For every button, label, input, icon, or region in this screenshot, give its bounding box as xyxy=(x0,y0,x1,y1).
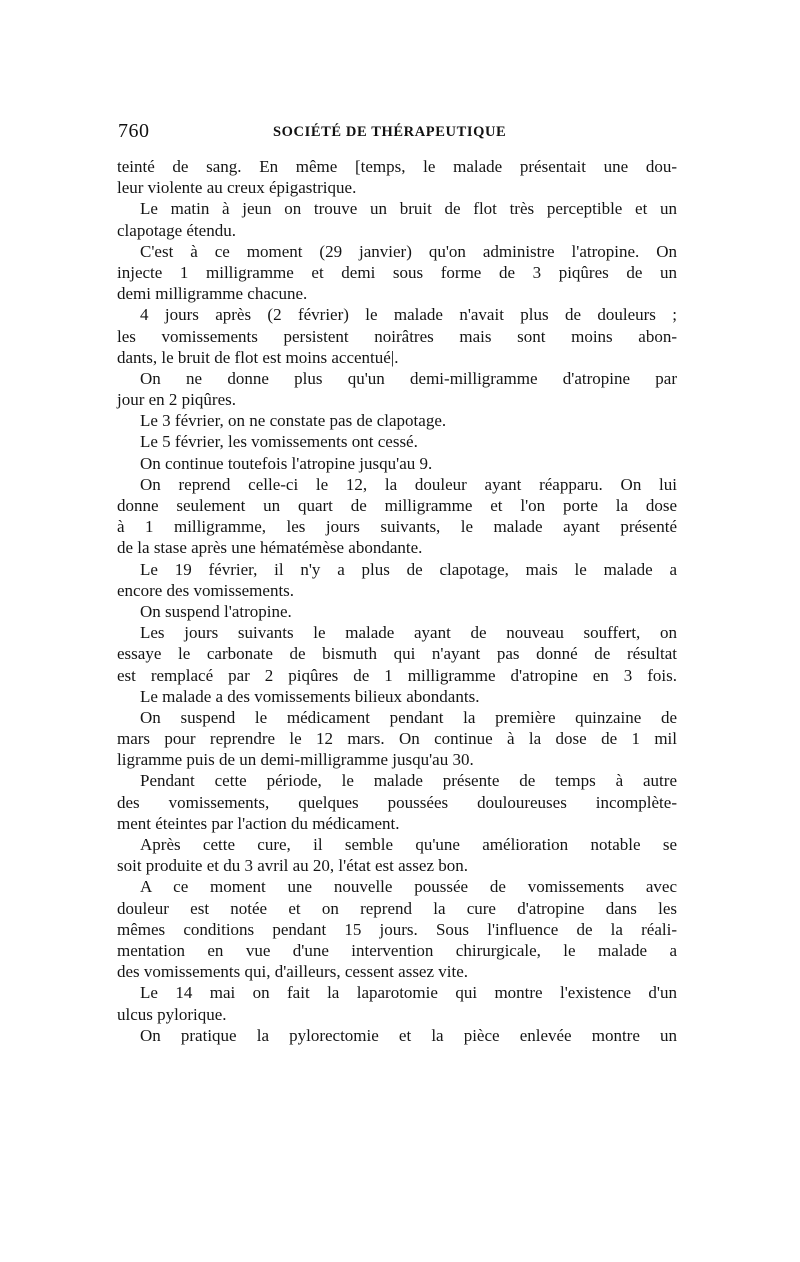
text-line: C'est à ce moment (29 janvier) qu'on administre l'atropine. On xyxy=(140,241,677,261)
text-line: ment éteintes par l'action du médicament. xyxy=(117,813,400,833)
text-line: les vomissements persistent noirâtres mais sont moins abon- xyxy=(117,326,677,346)
text-line: Le 14 mai on fait la laparotomie qui montre l'existence d'un xyxy=(140,983,677,1003)
page-number: 760 xyxy=(118,120,150,142)
text-line: encore des vomissements. xyxy=(117,580,295,600)
text-line: à 1 milligramme, les jours suivants, le malade ayant présenté xyxy=(117,517,677,537)
text-line: essaye le carbonate de bismuth qui n'ayant pas donné de résultat xyxy=(117,644,677,664)
text-line: Le 3 février, on ne constate pas de clapotage. xyxy=(140,411,447,431)
text-line: ulcus pylorique. xyxy=(117,1004,227,1024)
text-line: Pendant cette période, le malade présente de temps à autre xyxy=(140,771,677,791)
text-line: de la stase après une hématémèse abondante. xyxy=(117,538,423,558)
body-text xyxy=(117,156,677,1046)
text-line: des vomissements qui, d'ailleurs, cessent assez vite. xyxy=(117,962,469,982)
text-line: mars pour reprendre le 12 mars. On continue à la dose de 1 mil xyxy=(117,729,677,749)
text-line: mêmes conditions pendant 15 jours. Sous l'influence de la réali- xyxy=(117,919,677,939)
text-line: On reprend celle-ci le 12, la douleur ayant réapparu. On lui xyxy=(140,474,677,494)
text-line: Le 19 février, il n'y a plus de clapotage, mais le malade a xyxy=(140,559,677,579)
text-line: On ne donne plus qu'un demi-milligramme d'atropine par xyxy=(140,368,677,388)
text-line: Le 5 février, les vomissements ont cessé. xyxy=(140,432,418,452)
text-line: est remplacé par 2 piqûres de 1 milligramme d'atropine en 3 fois. xyxy=(117,665,677,685)
text-line: Le matin à jeun on trouve un bruit de flot très perceptible et un xyxy=(140,199,677,219)
text-line: douleur est notée et on reprend la cure d'atropine dans les xyxy=(117,898,677,918)
text-line: A ce moment une nouvelle poussée de vomissements avec xyxy=(140,877,677,897)
text-line: teinté de sang. En même [temps, le malade présentait une dou- xyxy=(117,157,677,176)
text-line: soit produite et du 3 avril au 20, l'état est assez bon. xyxy=(117,856,469,876)
text-line: demi milligramme chacune. xyxy=(117,284,308,304)
page-header xyxy=(118,120,676,144)
text-line: injecte 1 milligramme et demi sous forme de 3 piqûres de un xyxy=(117,262,677,282)
text-line: Les jours suivants le malade ayant de nouveau souffert, on xyxy=(140,623,677,643)
text-line: 4 jours après (2 février) le malade n'avait plus de douleurs ; xyxy=(140,305,677,325)
text-line: On continue toutefois l'atropine jusqu'au 9. xyxy=(140,453,433,473)
text-line: On suspend l'atropine. xyxy=(140,601,292,621)
running-title: SOCIÉTÉ DE THÉRAPEUTIQUE xyxy=(273,124,507,140)
text-line: donne seulement un quart de milligramme et l'on porte la dose xyxy=(117,496,677,515)
text-line: dants, le bruit de flot est moins accentué|. xyxy=(117,347,399,367)
text-line: On suspend le médicament pendant la première quinzaine de xyxy=(140,707,677,727)
text-line: mentation en vue d'une intervention chirurgicale, le malade a xyxy=(117,940,677,960)
text-line: jour en 2 piqûres. xyxy=(117,390,236,410)
text-line: On pratique la pylorectomie et la pièce enlevée montre un xyxy=(140,1025,677,1045)
text-line: ligramme puis de un demi-milligramme jusqu'au 30. xyxy=(117,750,474,770)
text-line: des vomissements, quelques poussées douloureuses incomplète- xyxy=(117,792,677,812)
text-line: Après cette cure, il semble qu'une amélioration notable se xyxy=(140,835,677,854)
text-line: Le malade a des vomissements bilieux abondants. xyxy=(140,686,480,706)
text-line: clapotage étendu. xyxy=(117,220,236,240)
text-line: leur violente au creux épigastrique. xyxy=(117,178,357,198)
